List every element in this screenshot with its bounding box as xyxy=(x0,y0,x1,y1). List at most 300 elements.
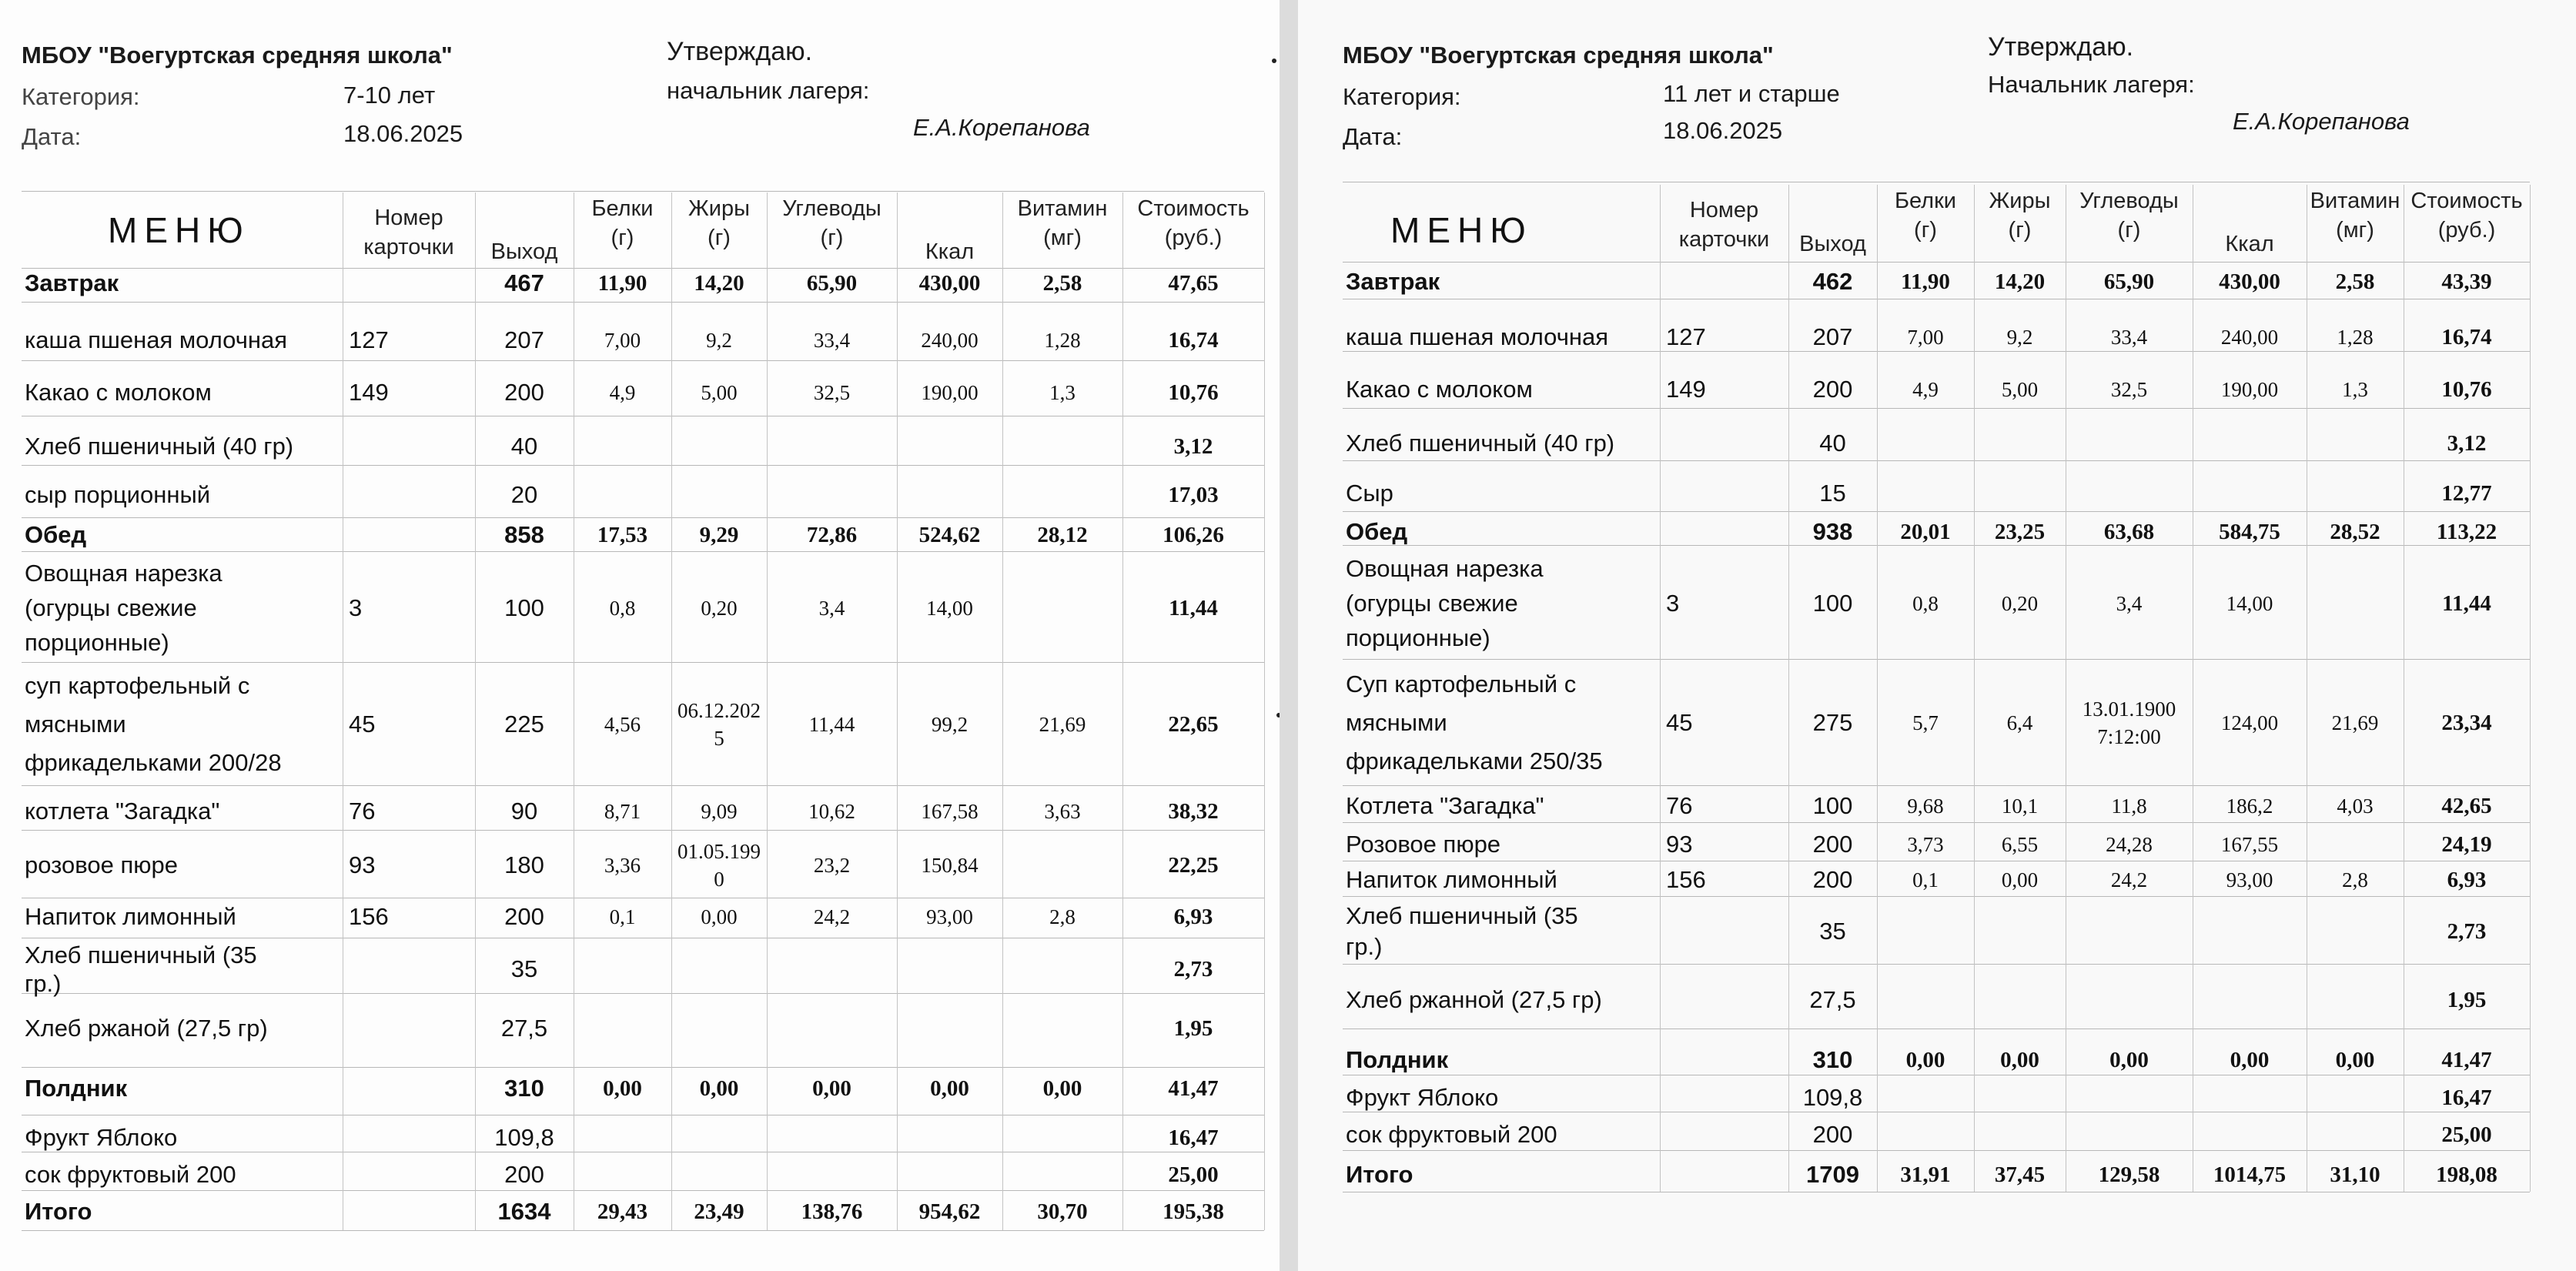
header-fat xyxy=(671,194,767,253)
menu-item-row xyxy=(0,941,1264,998)
section-title xyxy=(1346,1042,1448,1078)
row-divider xyxy=(22,785,1264,786)
protein-value: 29,43 xyxy=(597,1199,648,1224)
dish-name xyxy=(25,556,222,660)
row-divider xyxy=(22,662,1264,663)
header-cost-line: Стоимость xyxy=(2410,189,2523,213)
dish-name xyxy=(1346,975,1602,1025)
kcal-value: 93,00 xyxy=(2226,868,2273,891)
header-fat-line: Жиры xyxy=(688,196,750,221)
dish-name-line: фрикадельками 200/28 xyxy=(25,749,282,776)
header-kcal-line xyxy=(897,208,1002,237)
section-title xyxy=(1346,516,1407,548)
dish-name xyxy=(25,1121,177,1155)
protein-value: 0,8 xyxy=(1912,592,1939,615)
kcal-value: 93,00 xyxy=(926,905,973,928)
cost-value: 16,47 xyxy=(2441,1085,2492,1110)
header-card-number-line: карточки xyxy=(363,235,454,259)
protein-value: 7,00 xyxy=(604,329,641,352)
dish-name xyxy=(1346,1081,1498,1115)
header-card-number-line: карточки xyxy=(1678,227,1770,252)
menu-item-row xyxy=(0,835,1264,896)
cost-value: 3,12 xyxy=(1173,434,1213,459)
menu-item-row xyxy=(1298,665,2530,781)
cost-value: 41,47 xyxy=(1168,1076,1219,1101)
section-title xyxy=(25,1193,92,1230)
menu-item-row xyxy=(1298,1118,2530,1152)
carbs-value: 72,86 xyxy=(806,523,858,547)
carbs-value: 65,90 xyxy=(806,271,858,296)
vitamin-value: 28,52 xyxy=(2330,520,2380,544)
menu-item-row xyxy=(0,423,1264,470)
vitamin-value: 1,28 xyxy=(2337,326,2374,349)
protein-value: 9,68 xyxy=(1907,794,1944,818)
dish-name xyxy=(25,370,212,416)
dish-name-line: Напиток лимонный xyxy=(25,903,236,930)
section-total-row xyxy=(1298,1156,2530,1193)
carbs-value: 33,4 xyxy=(2110,326,2148,349)
cost-value: 106,26 xyxy=(1163,523,1224,547)
protein-value: 0,1 xyxy=(1912,868,1939,891)
cost-value: 10,76 xyxy=(2441,377,2492,402)
header-output xyxy=(1788,200,1877,259)
dish-name-line: каша пшеная молочная xyxy=(1346,323,1609,350)
card-number: 127 xyxy=(349,326,389,353)
protein-value: 4,9 xyxy=(609,381,636,404)
header-card-number xyxy=(1660,191,1788,254)
cost-value: 10,76 xyxy=(1168,380,1219,405)
output-value: 100 xyxy=(504,594,544,621)
output-value: 200 xyxy=(1812,376,1853,403)
protein-value: 3,73 xyxy=(1907,833,1944,856)
menu-item-row xyxy=(1298,901,2530,962)
kcal-value: 430,00 xyxy=(918,271,981,296)
fat-value: 01.05.199 0 xyxy=(677,840,761,891)
margin-dot xyxy=(1272,59,1276,63)
cost-value: 22,65 xyxy=(1168,712,1219,737)
dish-name xyxy=(25,790,219,833)
dish-name xyxy=(25,835,178,896)
header-carbs-line: (г) xyxy=(2117,218,2141,242)
protein-value: 11,90 xyxy=(1901,269,1950,294)
cost-value: 42,65 xyxy=(2441,794,2492,818)
row-divider xyxy=(1343,785,2530,786)
date-label: Дата: xyxy=(22,123,82,150)
dish-name xyxy=(25,667,282,782)
carbs-value: 11,44 xyxy=(808,713,855,736)
row-divider xyxy=(1343,964,2530,965)
carbs-value: 33,4 xyxy=(813,329,851,352)
dish-name-line: Хлеб ржаной (27,5 гр) xyxy=(25,1015,268,1042)
protein-value: 31,91 xyxy=(1900,1162,1951,1187)
menu-item-row xyxy=(0,370,1264,416)
kcal-value: 14,00 xyxy=(926,597,973,620)
output-value: 100 xyxy=(1812,590,1853,617)
vitamin-value: 2,58 xyxy=(2335,269,2375,294)
row-divider xyxy=(22,1230,1264,1231)
header-card-number-line: Номер xyxy=(374,206,443,230)
row-divider xyxy=(22,517,1264,518)
section-total-row xyxy=(0,1193,1264,1230)
kcal-value: 14,00 xyxy=(2226,592,2273,615)
menu-item-row xyxy=(0,1121,1264,1155)
cost-value: 11,44 xyxy=(2442,591,2491,616)
dish-name-line: Хлеб пшеничный (40 гр) xyxy=(1346,430,1615,457)
cost-value: 16,74 xyxy=(2441,325,2492,350)
output-value: 200 xyxy=(1812,866,1853,893)
card-number: 93 xyxy=(1666,831,1693,858)
fat-value: 5,00 xyxy=(701,381,738,404)
card-number: 45 xyxy=(349,711,376,738)
vitamin-value: 3,63 xyxy=(1044,800,1081,823)
fat-value: 0,00 xyxy=(699,1076,739,1101)
cost-value: 195,38 xyxy=(1163,1199,1224,1224)
fat-value: 9,2 xyxy=(706,329,732,352)
cost-value: 6,93 xyxy=(2447,868,2487,892)
row-divider xyxy=(22,551,1264,552)
category-label: Категория: xyxy=(22,83,140,110)
header-card-number-line: Номер xyxy=(1689,198,1759,222)
menu-title: МЕНЮ xyxy=(1390,210,1533,250)
menu-item-row xyxy=(0,898,1264,936)
menu-title: МЕНЮ xyxy=(108,210,250,250)
header-kcal-line xyxy=(2193,200,2307,229)
protein-value: 0,8 xyxy=(609,597,636,620)
kcal-value: 186,2 xyxy=(2226,794,2273,818)
dish-name-line: Итого xyxy=(1346,1161,1413,1188)
fat-value: 14,20 xyxy=(1994,269,2046,294)
menu-sheet-right xyxy=(1298,0,2576,1271)
output-value: 20 xyxy=(510,481,538,508)
fat-value: 0,00 xyxy=(701,905,738,928)
fat-value: 0,00 xyxy=(2001,868,2039,891)
carbs-value: 11,8 xyxy=(2111,794,2147,818)
cost-value: 22,25 xyxy=(1168,853,1219,878)
camp-chief-label: начальник лагеря: xyxy=(667,77,870,104)
menu-sheet-left xyxy=(0,0,1280,1271)
header-cost-line: Стоимость xyxy=(1137,196,1250,221)
protein-value: 7,00 xyxy=(1907,326,1944,349)
card-number: 76 xyxy=(349,798,376,824)
protein-value: 20,01 xyxy=(1900,520,1951,544)
menu-item-row xyxy=(0,317,1264,363)
header-cost-line: (руб.) xyxy=(2437,218,2496,242)
output-value: 207 xyxy=(504,326,544,353)
output-value: 27,5 xyxy=(1809,986,1856,1013)
output-value: 15 xyxy=(1819,480,1846,507)
fat-value: 6,55 xyxy=(2001,833,2039,856)
dish-name-line: Какао с молоком xyxy=(1346,376,1533,403)
fat-value: 9,2 xyxy=(2006,326,2033,349)
vitamin-value: 28,12 xyxy=(1037,523,1088,547)
category-label: Категория: xyxy=(1343,83,1461,110)
protein-value: 17,53 xyxy=(597,523,648,547)
cost-value: 2,73 xyxy=(2447,919,2487,944)
dish-name-line: каша пшеная молочная xyxy=(25,326,288,353)
vitamin-value: 4,03 xyxy=(2337,794,2374,818)
menu-item-row xyxy=(0,474,1264,516)
carbs-value: 65,90 xyxy=(2103,269,2155,294)
kcal-value: 1014,75 xyxy=(2213,1162,2287,1187)
card-number: 3 xyxy=(1666,590,1680,617)
kcal-value: 584,75 xyxy=(2219,520,2280,544)
dish-name xyxy=(1346,827,1500,862)
header-vitamin-line: (мг) xyxy=(2336,218,2374,242)
dish-name-line: Полдник xyxy=(25,1075,128,1102)
vitamin-value: 2,8 xyxy=(2342,868,2368,891)
dish-name-line: Хлеб пшеничный (35 xyxy=(1346,902,1578,929)
dish-name xyxy=(1346,366,1533,413)
header-kcal-line: Ккал xyxy=(925,239,975,264)
cost-value: 16,74 xyxy=(1168,328,1219,353)
dish-name-line: Какао с молоком xyxy=(25,379,212,406)
cost-value: 24,19 xyxy=(2441,832,2492,857)
protein-value: 4,9 xyxy=(1912,378,1939,401)
date-value: 18.06.2025 xyxy=(1663,117,1783,144)
approval-text: Утверждаю. xyxy=(667,37,813,66)
header-protein-line: Белки xyxy=(591,196,654,221)
output-value: 462 xyxy=(1812,268,1853,295)
kcal-value: 190,00 xyxy=(2220,378,2279,401)
output-value: 109,8 xyxy=(1802,1084,1863,1111)
menu-item-row xyxy=(1298,975,2530,1025)
output-value: 27,5 xyxy=(500,1015,548,1042)
date-label: Дата: xyxy=(1343,123,1403,150)
card-number: 149 xyxy=(349,379,389,406)
dish-name-line: гр.) xyxy=(25,970,62,997)
vitamin-value: 31,10 xyxy=(2330,1162,2380,1187)
output-value: 200 xyxy=(504,1161,544,1188)
fat-value: 9,29 xyxy=(699,523,739,547)
protein-value: 11,90 xyxy=(597,271,647,296)
fat-value: 37,45 xyxy=(1994,1162,2046,1187)
header-fat-line: Жиры xyxy=(1989,189,2051,213)
kcal-value: 0,00 xyxy=(930,1076,969,1101)
card-number: 127 xyxy=(1666,323,1706,350)
output-value: 858 xyxy=(504,521,544,548)
output-value: 1709 xyxy=(1806,1161,1859,1188)
dish-name-line: (огурцы свежие xyxy=(25,594,197,621)
vitamin-value: 0,00 xyxy=(1042,1076,1082,1101)
cost-value: 2,73 xyxy=(1173,957,1213,982)
header-protein-line: (г) xyxy=(611,226,634,250)
section-total-row xyxy=(0,519,1264,551)
card-number: 3 xyxy=(349,594,363,621)
dish-name-line: Суп картофельный с xyxy=(1346,671,1577,697)
dish-name-line: Завтрак xyxy=(1346,268,1440,295)
kcal-value: 99,2 xyxy=(931,713,969,736)
output-value: 40 xyxy=(1819,430,1846,457)
output-value: 310 xyxy=(504,1075,544,1102)
dish-name-line: Овощная нарезка xyxy=(25,560,222,587)
dish-name-line: Сыр xyxy=(1346,480,1393,507)
carbs-value: 13.01.1900 7:12:00 xyxy=(2082,697,2176,748)
row-divider xyxy=(1343,659,2530,660)
kcal-value: 124,00 xyxy=(2220,711,2279,734)
output-value: 200 xyxy=(504,903,544,930)
header-fat-line: (г) xyxy=(2008,218,2032,242)
vitamin-value: 2,8 xyxy=(1049,905,1076,928)
carbs-value: 24,2 xyxy=(813,905,851,928)
dish-name-line: порционные) xyxy=(25,629,169,656)
dish-name xyxy=(1346,314,1608,360)
cost-value: 16,47 xyxy=(1168,1126,1219,1150)
kcal-value: 167,58 xyxy=(921,800,979,823)
dish-name xyxy=(1346,901,1578,962)
cost-value: 113,22 xyxy=(2436,520,2497,544)
kcal-value: 240,00 xyxy=(921,329,979,352)
signer-name: Е.А.Корепанова xyxy=(913,114,1090,141)
dish-name-line: Итого xyxy=(25,1198,92,1225)
fat-value: 9,09 xyxy=(701,800,738,823)
header-cost xyxy=(1122,194,1264,253)
output-value: 200 xyxy=(1812,1121,1853,1148)
fat-value: 0,20 xyxy=(701,597,738,620)
output-value: 109,8 xyxy=(494,1124,554,1151)
header-vitamin xyxy=(1002,194,1122,253)
dish-name-line: Овощная нарезка xyxy=(1346,555,1544,582)
dish-name xyxy=(25,1158,236,1192)
margin-dot xyxy=(1276,713,1280,717)
header-fat-line: (г) xyxy=(708,226,731,250)
carbs-value: 3,4 xyxy=(818,597,845,620)
cost-value: 23,34 xyxy=(2441,711,2492,735)
dish-name-line: сыр порционный xyxy=(25,481,211,508)
section-title xyxy=(25,268,119,299)
dish-name xyxy=(25,474,210,516)
dish-name-line: мясными xyxy=(1346,709,1447,736)
dish-name xyxy=(25,317,287,363)
output-value: 100 xyxy=(1812,792,1853,819)
signer-name: Е.А.Корепанова xyxy=(2233,108,2410,135)
category-value: 11 лет и старше xyxy=(1663,80,1840,107)
dish-name-line: (огурцы свежие xyxy=(1346,590,1518,617)
protein-value: 5,7 xyxy=(1912,711,1939,734)
kcal-value: 0,00 xyxy=(2230,1048,2270,1072)
fat-value: 06.12.202 5 xyxy=(677,699,761,750)
row-divider xyxy=(22,302,1264,303)
carbs-value: 32,5 xyxy=(813,381,851,404)
kcal-value: 167,55 xyxy=(2220,833,2279,856)
dish-name xyxy=(1346,551,1544,655)
school-name: МБОУ "Воегуртская средняя школа" xyxy=(1343,42,1774,69)
cost-value: 1,95 xyxy=(2447,988,2487,1012)
kcal-value: 954,62 xyxy=(918,1199,981,1224)
header-carbs xyxy=(767,194,897,253)
vitamin-value: 21,69 xyxy=(2331,711,2379,734)
section-total-row xyxy=(1298,266,2530,297)
menu-item-row xyxy=(1298,862,2530,898)
dish-name xyxy=(25,998,268,1059)
header-protein-line: (г) xyxy=(1914,218,1937,242)
output-value: 35 xyxy=(510,955,538,982)
dish-name-line: Обед xyxy=(1346,518,1408,545)
kcal-value: 190,00 xyxy=(921,381,979,404)
menu-item-row xyxy=(1298,420,2530,467)
dish-name-line: сок фруктовый 200 xyxy=(25,1161,236,1188)
dish-name xyxy=(1346,788,1544,824)
header-kcal-line: Ккал xyxy=(2225,232,2274,256)
vitamin-value: 1,3 xyxy=(2342,378,2368,401)
dish-name-line: суп картофельный с xyxy=(25,672,250,699)
header-cost-line: (руб.) xyxy=(1164,226,1223,250)
menu-item-row xyxy=(1298,473,2530,514)
output-value: 467 xyxy=(504,269,544,296)
protein-value: 3,36 xyxy=(604,854,641,877)
fat-value: 0,00 xyxy=(2000,1048,2039,1072)
dish-name-line: Хлеб ржанной (27,5 гр) xyxy=(1346,986,1602,1013)
fat-value: 14,20 xyxy=(694,271,744,296)
header-output-line xyxy=(475,208,574,237)
menu-item-row xyxy=(1298,788,2530,824)
dish-name-line: Фрукт Яблоко xyxy=(25,1124,178,1151)
menu-item-row xyxy=(0,998,1264,1059)
output-value: 1634 xyxy=(497,1198,551,1225)
dish-name xyxy=(25,423,293,470)
cost-value: 25,00 xyxy=(1168,1162,1219,1187)
menu-item-row xyxy=(0,1158,1264,1192)
output-value: 938 xyxy=(1812,518,1853,545)
header-carbs-line: Углеводы xyxy=(782,196,882,221)
dish-name-line: котлета "Загадка" xyxy=(25,798,220,824)
dish-name xyxy=(1346,862,1557,898)
header-output-line: Выход xyxy=(1799,232,1866,256)
output-value: 200 xyxy=(1812,831,1853,858)
menu-item-row xyxy=(0,556,1264,661)
dish-name-line: Напиток лимонный xyxy=(1346,866,1557,893)
carbs-value: 0,00 xyxy=(812,1076,851,1101)
dish-name-line: Хлеб пшеничный (35 xyxy=(25,942,257,968)
header-card-number xyxy=(343,199,475,262)
column-divider xyxy=(1264,192,1265,1230)
output-value: 225 xyxy=(504,711,544,738)
dish-name-line: фрикадельками 250/35 xyxy=(1346,748,1603,774)
header-fat xyxy=(1974,186,2066,245)
section-total-row xyxy=(0,1067,1264,1110)
cost-value: 6,93 xyxy=(1173,905,1213,929)
fat-value: 23,25 xyxy=(1994,520,2046,544)
vitamin-value: 21,69 xyxy=(1039,713,1086,736)
dish-name-line: мясными xyxy=(25,711,126,738)
cost-value: 25,00 xyxy=(2441,1122,2492,1147)
header-protein xyxy=(574,194,671,253)
header-vitamin-line: (мг) xyxy=(1043,226,1082,250)
menu-item-row xyxy=(1298,1081,2530,1115)
carbs-value: 0,00 xyxy=(2109,1048,2149,1072)
dish-name-line: сок фруктовый 200 xyxy=(1346,1121,1557,1148)
dish-name xyxy=(1346,473,1393,514)
protein-value: 8,71 xyxy=(604,800,641,823)
dish-name xyxy=(25,898,236,936)
cost-value: 47,65 xyxy=(1168,271,1219,296)
section-title xyxy=(25,519,86,551)
cost-value: 3,12 xyxy=(2447,431,2487,456)
card-number: 156 xyxy=(1666,866,1706,893)
dish-name xyxy=(1346,420,1614,467)
output-value: 90 xyxy=(510,798,538,824)
fat-value: 23,49 xyxy=(694,1199,744,1224)
dish-name-line: розовое пюре xyxy=(25,851,178,878)
approval-text: Утверждаю. xyxy=(1988,32,2134,62)
vitamin-value: 2,58 xyxy=(1042,271,1082,296)
header-carbs-line: Углеводы xyxy=(2079,189,2179,213)
section-title xyxy=(1346,266,1440,297)
dish-name-line: Хлеб пшеничный (40 гр) xyxy=(25,433,294,460)
header-vitamin-line: Витамин xyxy=(2310,189,2400,213)
school-name: МБОУ "Воегуртская средняя школа" xyxy=(22,42,453,69)
dish-name-line: Котлета "Загадка" xyxy=(1346,792,1544,819)
dish-name xyxy=(25,941,257,998)
